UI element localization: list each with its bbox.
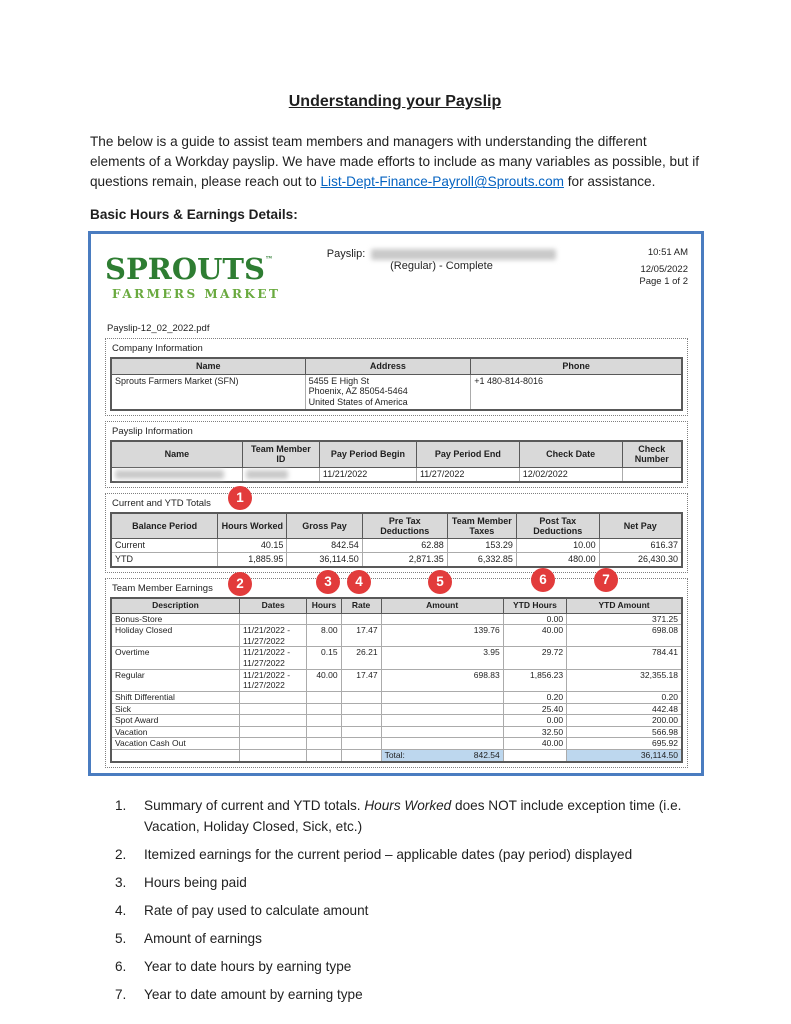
table-row	[111, 467, 682, 481]
current-ytd-totals-table	[110, 512, 683, 568]
callout-7: 7	[594, 568, 618, 592]
column-header: Phone	[471, 358, 682, 374]
callout-4: 4	[347, 570, 371, 594]
earning-row: Overtime 11/21/2022 - 11/27/2022 0.15 26.21 3.95 29.72 784.41	[111, 647, 682, 669]
payslip-title-block	[300, 245, 583, 272]
payslip-screenshot	[88, 231, 704, 775]
sprouts-logo	[105, 245, 300, 301]
column-header: Pre Tax Deductions	[362, 513, 447, 539]
list-item: 7. Year to date amount by earning type	[115, 987, 363, 1003]
check-number	[622, 467, 682, 481]
company-information-table	[110, 357, 683, 411]
pay-period-begin: 11/21/2022	[319, 467, 416, 481]
employee-name-cell	[111, 467, 242, 481]
callout-1: 1	[228, 486, 252, 510]
payslip-label: Payslip:	[326, 248, 366, 261]
current-ytd-totals-title: Current and YTD Totals	[112, 497, 211, 509]
callout-6: 6	[531, 568, 555, 592]
intro-text-before: The below is a guide to assist team members and managers with understanding the different elements of a Workday payslip. We have made efforts to include as many variables as possible, but if questions remain, please reach out to	[90, 134, 700, 190]
column-header: Hours	[307, 598, 341, 613]
payslip-header	[105, 245, 688, 301]
company-information-title: Company Information	[112, 343, 203, 355]
payslip-information-title: Payslip Information	[112, 426, 193, 438]
column-header: Amount	[381, 598, 503, 613]
list-item: 5. Amount of earnings	[115, 931, 262, 947]
page-title: Understanding your Payslip	[288, 93, 502, 110]
payslip-subtitle: (Regular) - Complete	[390, 260, 493, 273]
earning-row: Regular 11/21/2022 - 11/27/2022 40.00 17.47 698.83 1,856.23 32,355.18	[111, 669, 682, 691]
payroll-email-link[interactable]: List-Dept-Finance-Payroll@Sprouts.com	[320, 174, 564, 190]
column-header: Check Date	[519, 441, 622, 467]
column-header: Name	[111, 358, 305, 374]
list-item: 4. Rate of pay used to calculate amount	[115, 902, 369, 918]
team-member-earnings-table	[110, 597, 683, 763]
list-item: 1. Summary of current and YTD totals. Hours Worked does NOT include exception time (i.e. Vacation, Holiday Closed, Sick, etc.)	[115, 797, 682, 834]
intro-paragraph	[90, 132, 700, 192]
callout-5: 5	[428, 570, 452, 594]
sprouts-logo-tagline: FARMERS MARKET	[112, 287, 281, 302]
column-header: Team Member ID	[242, 441, 319, 467]
payslip-meta	[583, 245, 688, 288]
earning-row: Bonus-Store 0.00 371.25	[111, 613, 682, 625]
column-header: Pay Period End	[416, 441, 519, 467]
earnings-total-amount: Total: 842.54	[381, 750, 503, 762]
earning-row: Sick 25.40 442.48	[111, 703, 682, 715]
earning-row: Vacation Cash Out 40.00 695.92	[111, 738, 682, 750]
redacted-team-member-id	[246, 470, 288, 479]
column-header: Balance Period	[111, 513, 218, 539]
team-member-id-cell	[242, 467, 319, 481]
payslip-information-table	[110, 440, 683, 482]
section-heading: Basic Hours & Earnings Details:	[90, 207, 298, 223]
column-header: Team Member Taxes	[447, 513, 516, 539]
earning-row: Shift Differential 0.20 0.20	[111, 691, 682, 703]
payslip-filename: Payslip-12_02_2022.pdf	[107, 323, 210, 335]
check-date: 12/02/2022	[519, 467, 622, 481]
column-header: Post Tax Deductions	[516, 513, 599, 539]
earning-row: Holiday Closed 11/21/2022 - 11/27/2022 8.00 17.47 139.76 40.00 698.08	[111, 625, 682, 647]
team-member-earnings-title: Team Member Earnings	[112, 582, 213, 594]
payslip-information-section	[105, 421, 688, 487]
page-number: Page 1 of 2	[639, 276, 688, 288]
column-header: Net Pay	[599, 513, 682, 539]
company-address: 5455 E High St Phoenix, AZ 85054-5464 United States of America	[305, 374, 471, 410]
print-time: 10:51 AM	[647, 247, 688, 259]
table-row	[111, 374, 682, 410]
column-header: Description	[111, 598, 239, 613]
table-row: Current 40.15 842.54 62.88 153.29 10.00 616.37	[111, 539, 682, 553]
column-header: Dates	[239, 598, 306, 613]
company-name: Sprouts Farmers Market (SFN)	[111, 374, 305, 410]
team-member-earnings-section	[105, 572, 688, 768]
list-item: 3. Hours being paid	[115, 874, 247, 890]
earning-row: Spot Award 0.00 200.00	[111, 715, 682, 727]
earning-row: Vacation 32.50 566.98	[111, 726, 682, 738]
column-header: Pay Period Begin	[319, 441, 416, 467]
sprouts-logo-wordmark: SPROUTS™	[105, 252, 273, 287]
notes-list	[90, 795, 700, 1006]
earnings-total-row	[111, 750, 682, 762]
pay-period-end: 11/27/2022	[416, 467, 519, 481]
column-header: Gross Pay	[287, 513, 362, 539]
company-phone: +1 480-814-8016	[471, 374, 682, 410]
earnings-total-ytd-amount: 36,114.50	[567, 750, 682, 762]
column-header: YTD Amount	[567, 598, 682, 613]
redacted-employee-name	[371, 249, 556, 260]
column-header: Rate	[341, 598, 381, 613]
column-header: Hours Worked	[218, 513, 287, 539]
redacted-employee-name	[115, 470, 224, 479]
column-header: Address	[305, 358, 471, 374]
column-header: YTD Hours	[503, 598, 566, 613]
trademark-symbol: ™	[264, 254, 273, 265]
column-header: Check Number	[622, 441, 682, 467]
intro-text-after: for assistance.	[563, 174, 656, 190]
list-item: 6. Year to date hours by earning type	[115, 959, 352, 975]
company-information-section	[105, 338, 688, 416]
column-header: Name	[111, 441, 242, 467]
table-row: YTD 1,885.95 36,114.50 2,871.35 6,332.85 480.00 26,430.30	[111, 553, 682, 567]
current-ytd-totals-section	[105, 490, 688, 573]
list-item: 2. Itemized earnings for the current period – applicable dates (pay period) displayed	[115, 846, 633, 862]
callout-3: 3	[316, 570, 340, 594]
print-date: 12/05/2022	[640, 263, 688, 275]
callout-2: 2	[228, 572, 252, 596]
